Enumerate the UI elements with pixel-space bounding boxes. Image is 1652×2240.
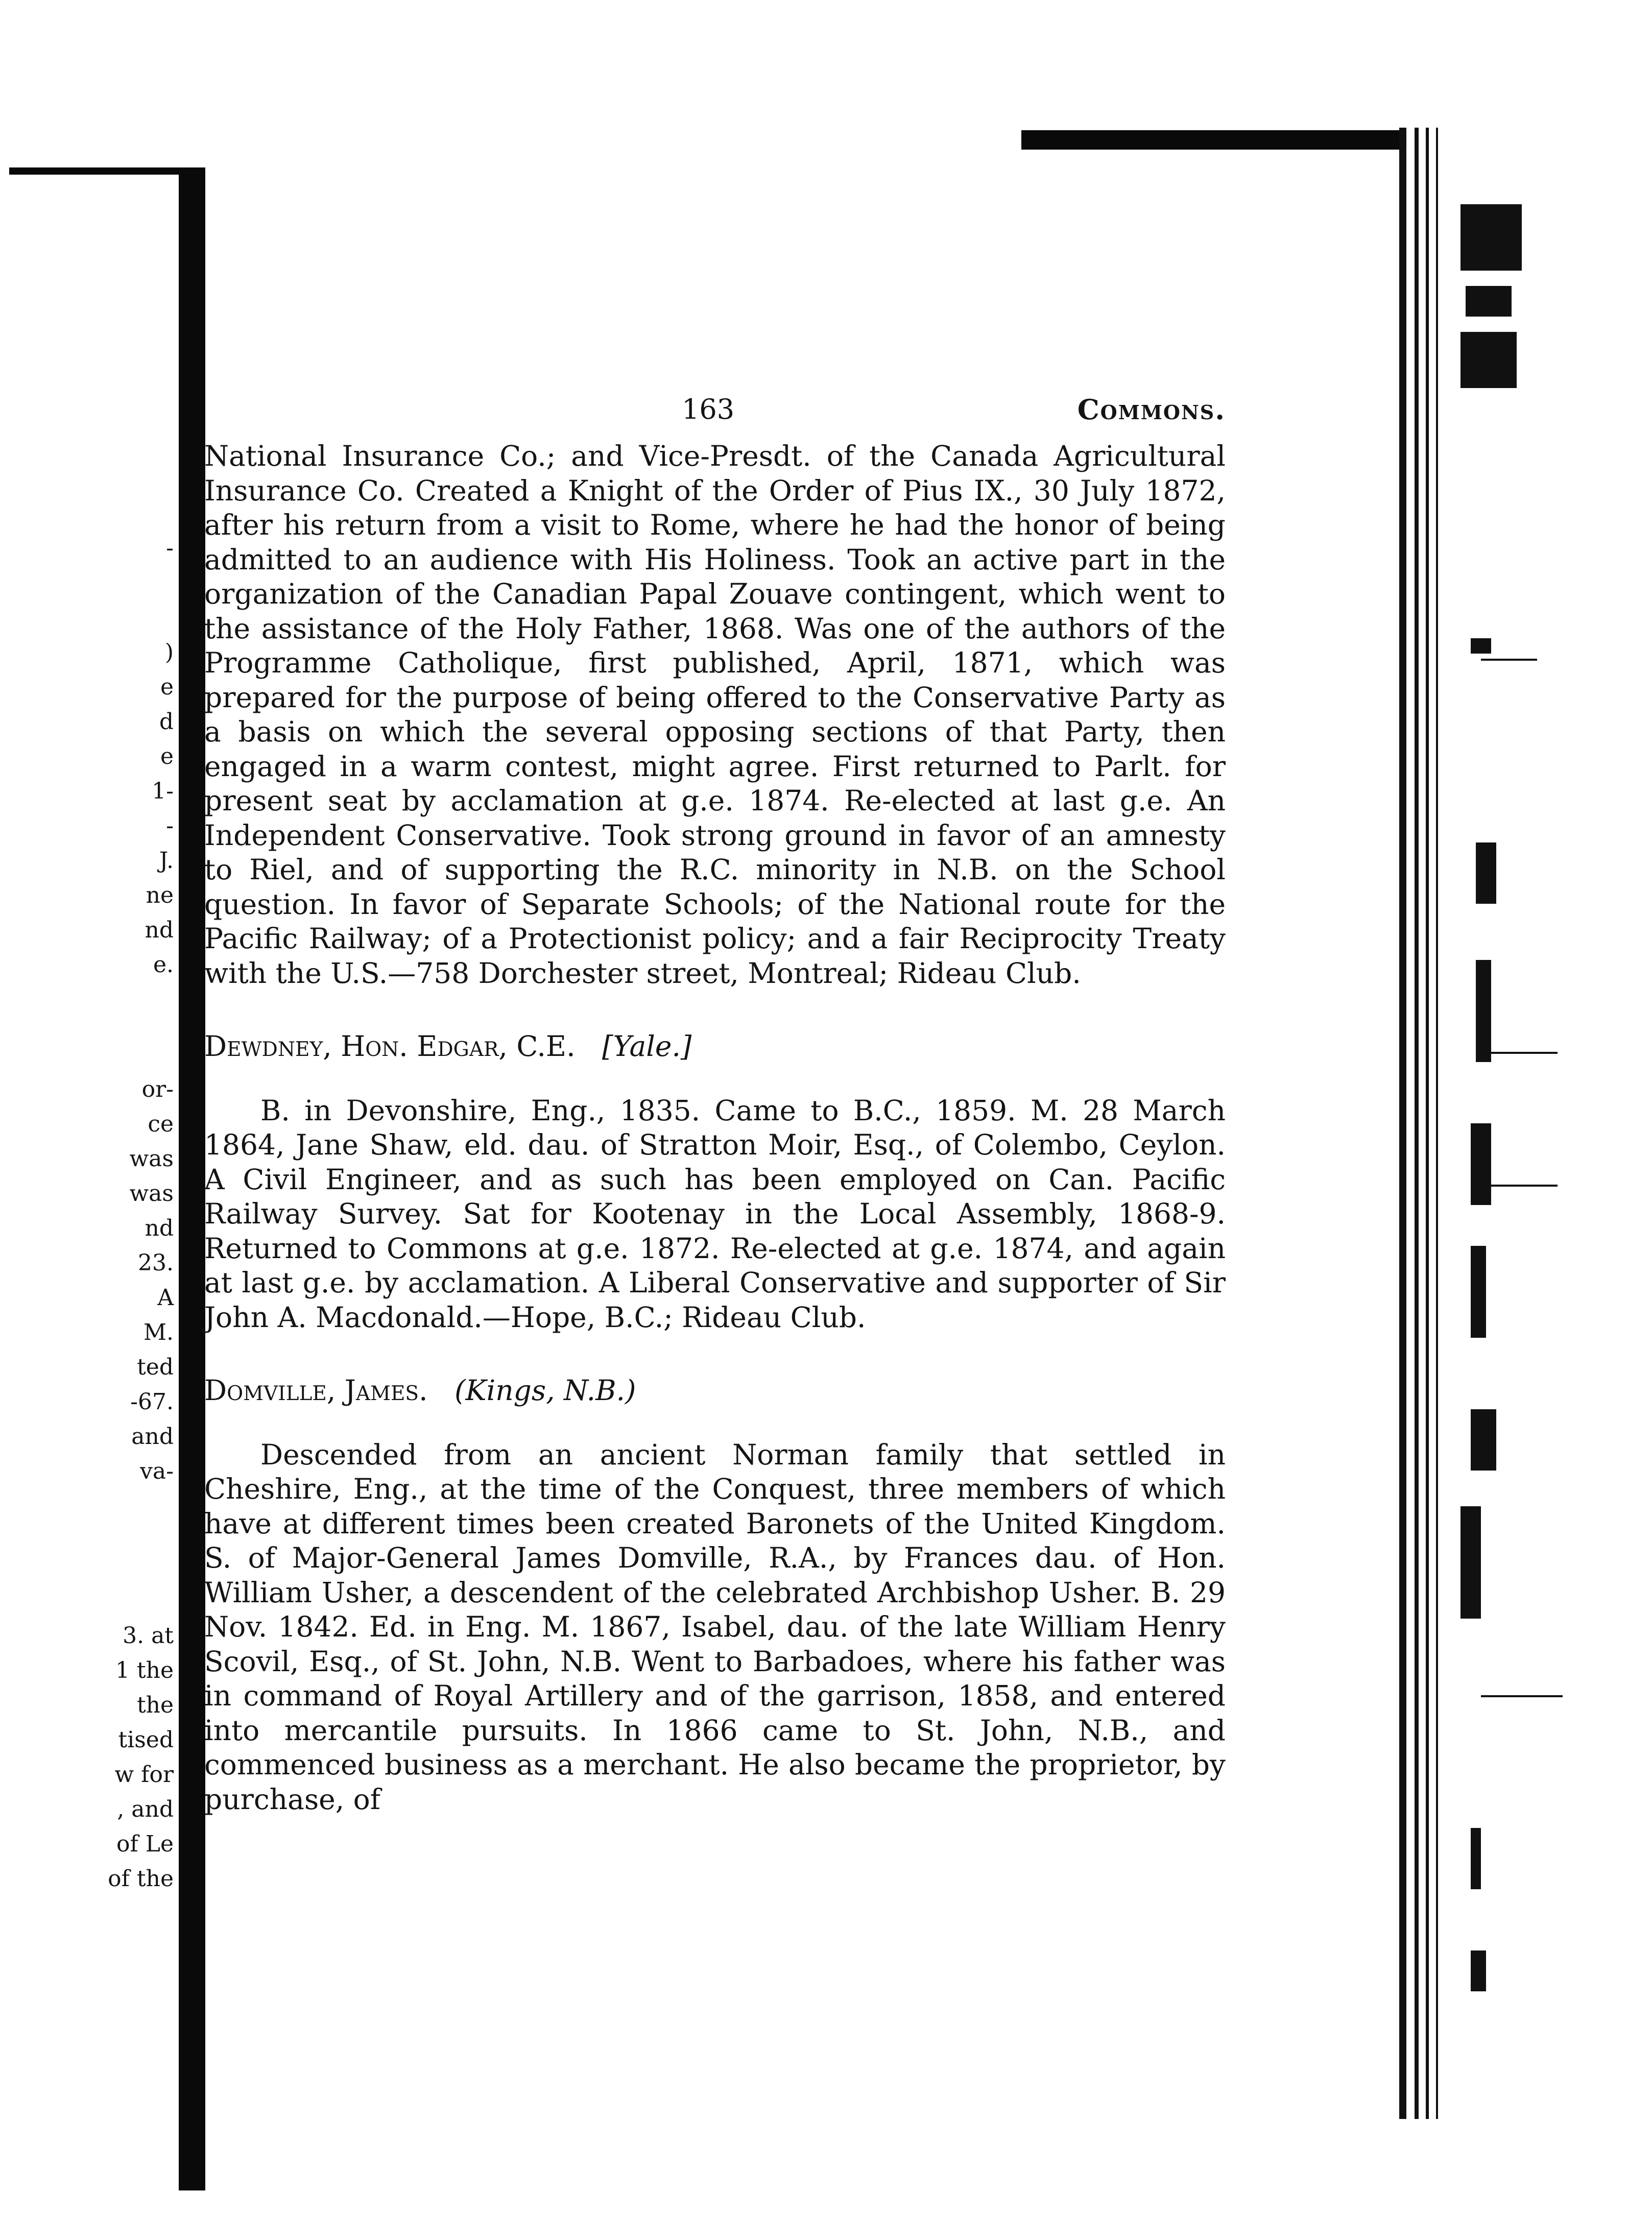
fragment-line: was bbox=[129, 1146, 174, 1172]
fragment-line bbox=[0, 600, 174, 635]
entry-paragraph-domville: Descended from an ancient Norman family that settled in Cheshire, Eng., at the time of the Conquest, three members of which have at different times been created Baronets of the United Kingdom. S. of Major-General James Domville, R.A., by Frances dau. of Hon. William Usher, a descendent of the celebrated Archbishop Usher. B. 29 Nov. 1842. Ed. in Eng. M. 1867, Isabel, dau. of the late William Henry Scovil, Esq., of St. John, N.B. Went to Barbadoes, where his father was in command of Royal Artillery and of the garrison, 1858, and entered into mercantile pursuits. In 1866 came to St. John, N.B., and commenced business as a merchant. He also became the proprietor, by purchase, of bbox=[204, 1438, 1226, 1816]
fragment-line: ne bbox=[146, 882, 174, 908]
scan-spine-shadow bbox=[179, 168, 205, 2190]
fragment-line: , and bbox=[117, 1796, 174, 1822]
fragment-line: d bbox=[159, 709, 174, 735]
fragment-line: tised bbox=[118, 1727, 174, 1753]
entry-heading-dewdney bbox=[204, 1029, 1226, 1064]
fragment-line: e bbox=[160, 674, 174, 700]
fragment-line: A bbox=[157, 1285, 174, 1311]
fragment-line: ted bbox=[137, 1354, 174, 1380]
scan-page-edge bbox=[1399, 128, 1406, 2119]
fragment-line: 3. at bbox=[123, 1623, 174, 1649]
fragment-line: - bbox=[166, 813, 174, 839]
fragment-line: M. bbox=[143, 1319, 174, 1345]
entry-continuation-paragraph: National Insurance Co.; and Vice-Presdt. of the Canada Agricultural Insurance Co. Created a Knight of the Order of Pius IX., 30 July 1872, after his return from a visit to Rome, where he had the honor of being admitted to an audience with His Holiness. Took an active part in the organization of the Canadian Papal Zouave contingent, which went to the assistance of the Holy Father, 1868. Was one of the authors of the Programme Catholique, first published, April, 1871, which was prepared for the purpose of being offered to the Conservative Party as a basis on which the several opposing sections of that Party, then engaged in a warm contest, might agree. First returned to Parlt. for present seat by acclamation at g.e. 1874. Re-elected at last g.e. An Independent Conservative. Took strong ground in favor of an amnesty to Riel, and of supporting the R.C. minority in N.B. on the School question. In favor of Separate Schools; of the National route for the Pacific Railway; of a Protectionist policy; and a fair Reciprocity Treaty with the U.S.—758 Dorchester street, Montreal; Rideau Club. bbox=[204, 440, 1226, 990]
fragment-line: of Le bbox=[116, 1831, 174, 1857]
fragment-line: or- bbox=[141, 1076, 174, 1102]
fragment-line: of the bbox=[108, 1866, 174, 1892]
fragment-line: ce bbox=[148, 1111, 174, 1137]
facing-page-fragment-group bbox=[0, 531, 174, 982]
section-heading: Commons. bbox=[1077, 393, 1226, 426]
entry-heading-domville bbox=[204, 1374, 1226, 1408]
fragment-line: 1- bbox=[152, 778, 174, 804]
fragment-line: - bbox=[166, 535, 174, 561]
fragment-line: nd bbox=[145, 917, 174, 943]
scan-page-edge bbox=[1426, 128, 1429, 2119]
fragment-line: and bbox=[131, 1424, 174, 1450]
entry-paragraph-dewdney: B. in Devonshire, Eng., 1835. Came to B.C., 1859. M. 28 March 1864, Jane Shaw, eld. dau. of Stratton Moir, Esq., of Colembo, Ceylon. A Civil Engineer, and as such has been employed on Can. Pacific Railway Survey. Sat for Kootenay in the Local Assembly, 1868-9. Returned to Commons at g.e. 1872. Re-elected at g.e. 1874, and again at last g.e. by acclamation. A Liberal Conservative and supporter of Sir John A. Macdonald.—Hope, B.C.; Rideau Club. bbox=[204, 1094, 1226, 1334]
entry-constituency: [Yale.] bbox=[602, 1030, 692, 1063]
fragment-line bbox=[0, 566, 174, 600]
book-page bbox=[204, 393, 1226, 1817]
fragment-line: e. bbox=[153, 952, 174, 978]
fragment-line: ) bbox=[164, 639, 174, 665]
entry-name: Domville, James. bbox=[204, 1374, 428, 1407]
scan-top-rule bbox=[1021, 130, 1399, 150]
facing-page-fragment-group bbox=[0, 1072, 174, 1489]
scan-spine-top bbox=[9, 167, 205, 175]
fragment-line: -67. bbox=[130, 1389, 174, 1415]
entry-constituency: (Kings, N.B.) bbox=[454, 1374, 636, 1407]
fragment-line: the bbox=[136, 1692, 174, 1718]
fragment-line: w for bbox=[114, 1762, 174, 1788]
scan-page-edge bbox=[1436, 128, 1438, 2119]
running-head bbox=[204, 393, 1226, 439]
entry-name: Dewdney, Hon. Edgar, C.E. bbox=[204, 1030, 576, 1063]
fragment-line: 1 the bbox=[115, 1657, 174, 1683]
scan-page-edge bbox=[1415, 128, 1419, 2119]
fragment-line: was bbox=[129, 1181, 174, 1207]
fragment-line: va- bbox=[140, 1458, 174, 1484]
fragment-line: e bbox=[160, 743, 174, 769]
facing-page-fragment-group bbox=[0, 1619, 174, 1896]
fragment-line: nd bbox=[145, 1215, 174, 1241]
page-number: 163 bbox=[682, 393, 735, 425]
fragment-line: J. bbox=[159, 848, 174, 874]
fragment-line: 23. bbox=[138, 1250, 174, 1276]
